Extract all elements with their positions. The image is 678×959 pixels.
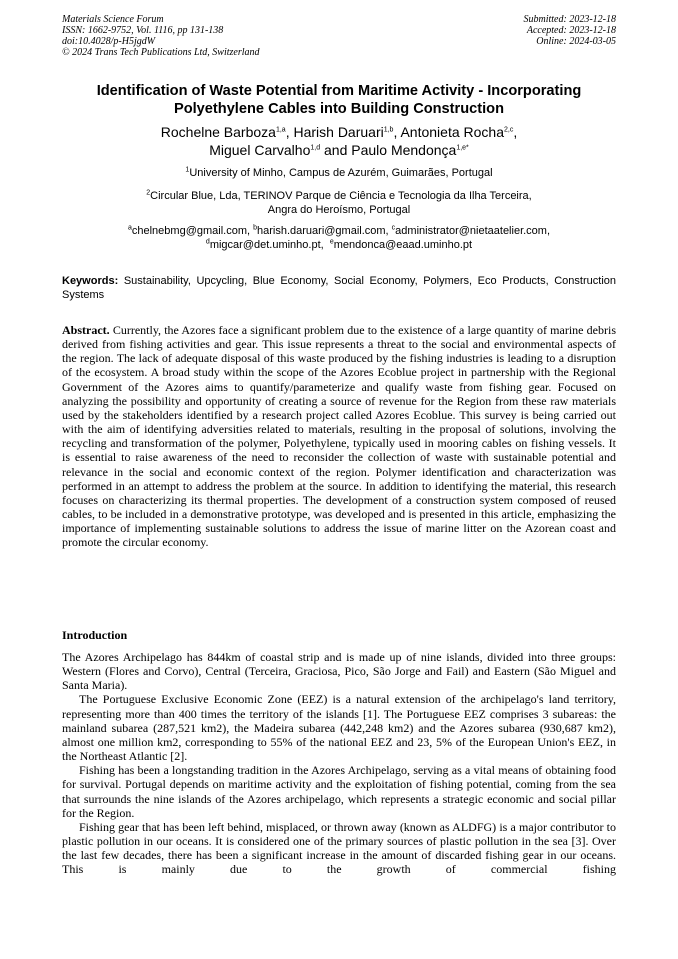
abstract-text: Currently, the Azores face a significant problem due to the existence of a large quantity of marine debris derived from fishing activities and gear. This issue represents a threat to the social and environmental aspects of the region. The lack of adequate disposal of this waste produced by the fishing industries is leading to a disruption of the ecosystem. A broad study within the scope of the Azores Ecoblue project in partnership with the Regional Government of the Azores aims to quantify/parameterize and qualify waste from fishing gear. Focused on analyzing the possibility and opportunity of creating a source of revenue for the Region from these raw materials used by the stakeholders identified by a research project called Azores Ecoblue. This survey is being carried out with the aim of identifying adversities related to materials, resulting in the proposal of solutions, involving the recycling and transformation of the polymer, Polyethylene, typically used in mooring cables on fishing vessels. It is essential to raise awareness of the need to reconsider the collection of waste with sustainable potential and relevance in the social and economic context of the region. Polymer identification and characterization was performed in an attempt to address the problem at the source. In addition to identifying the material, this research focuses on characterizing its thermal properties. The development of a construction system composed of reused cables, to be included in a demonstrative prototype, was developed and is presented in this article, emphasizing the importance of implementing sustainable solutions to address the issue of marine litter on the Azorean coast and promote the circular economy. [62,323,616,550]
copyright: © 2024 Trans Tech Publications Ltd, Switzerland [62,47,260,58]
author-line-1 [62,123,616,141]
affiliation-text: University of Minho, Campus de Azurém, Guimarães, Portugal [189,167,493,179]
author-sup: 1,a [275,126,286,134]
affiliation-sup: 2 [146,189,151,197]
email-link[interactable]: administrator@nietaatelier.com, [395,225,551,237]
abstract-section [62,323,616,550]
paragraph: Fishing has been a longstanding tradition in the Azores Archipelago, serving as a vital means of obtaining food for survival. Portugal depends on maritime activity and the exploitation of fishing potential, coming from the sea that surrounds the nine islands of the Azores archipelago, which represents a strategic economic and social pillar for the Region. [62,763,616,820]
title-line-1: Identification of Waste Potential from Maritime Activity - Incorporating [96,83,582,99]
author-sup: 1,b [383,126,394,134]
author: Harish Daruari [293,124,384,140]
doi: doi:10.4028/p-H5jgdW [62,36,156,47]
submitted-date: Submitted: 2023-12-18 [523,14,616,25]
author-list [62,123,616,159]
author: Paulo Mendonça [351,142,457,158]
affiliation-2 [62,190,616,217]
keywords-section [62,275,616,302]
affiliation-text-line-2: Angra do Heroísmo, Portugal [267,203,411,216]
affiliation-text: Circular Blue, Lda, TERINOV Parque de Ciência e Tecnologia da Ilha Terceira, [150,190,532,202]
journal-issn: ISSN: 1662-9752, Vol. 1116, pp 131-138 [62,25,224,36]
author-separator: , [393,124,401,140]
author-separator: and [320,142,352,158]
author: Rochelne Barboza [160,124,276,140]
author-sup: 2,c [504,126,514,134]
author-sup: 1,e* [456,144,469,152]
email-link[interactable]: chelnebmg@gmail.com, [131,225,254,237]
email-link[interactable]: mendonca@eaad.uminho.pt [333,238,473,251]
affiliation-sup: 1 [185,166,190,174]
online-date: Online: 2024-03-05 [536,36,616,47]
email-sup: b [253,224,257,232]
keywords-text: Sustainability, Upcycling, Blue Economy, Social Economy, Polymers, Eco Products, Construction Systems [62,275,616,301]
introduction-heading: Introduction [62,628,128,642]
journal-name: Materials Science Forum [62,14,164,25]
affiliation-1 [62,167,616,181]
paragraph: Fishing gear that has been left behind, misplaced, or thrown away (known as ALDFG) is a major contributor to plastic pollution in our oceans. It is considered one of the primary sources of plastic pollution in the sea [3]. Over the last few decades, there has been a significant increase in the amount of discarded fishing gear in our oceans. This is mainly due to the growth of commercial fishing [62,819,616,877]
paper-title [62,82,616,118]
dates-header [524,14,617,47]
email-link[interactable]: migcar@det.uminho.pt, [209,238,330,251]
author: Antonieta Rocha [400,124,504,140]
email-sup: c [391,224,396,232]
paragraph: The Azores Archipelago has 844km of coastal strip and is made up of nine islands, divided into three groups: Western (Flores and Corvo), Central (Terceira, Graciosa, Pico, São Jorge and Fail) and Eastern (São Miguel and Santa Maria). [62,650,616,693]
abstract-label: Abstract. [62,323,110,337]
author-separator: , [285,124,294,140]
accepted-date: Accepted: 2023-12-18 [526,25,616,36]
author-separator: , [513,124,518,140]
keywords-label: Keywords: [62,275,119,287]
title-line-2: Polyethylene Cables into Building Construction [173,101,504,117]
author: Miguel Carvalho [209,142,311,158]
author-line-2 [62,141,616,159]
paragraph: The Portuguese Exclusive Economic Zone (EEZ) is a natural extension of the archipelago's land territory, representing more than 400 times the territory of the islands [1]. The Portuguese EEZ comprises 3 subareas: the mainland subarea (287,521 km2), the Madeira subarea (442,248 km2) and the Azores subarea (930,687 km2), almost one million km2, corresponding to 55% of the national EEZ and 23, 5% of the European Union's EEZ, in the Northeast Atlantic [2]. [62,692,616,764]
email-sup: e [329,237,334,245]
email-sup: d [205,237,210,245]
email-sup: a [127,224,132,232]
email-link[interactable]: harish.daruari@gmail.com, [257,225,392,237]
author-sup: 1,d [310,144,321,152]
introduction-body [62,650,616,877]
journal-header [62,14,260,58]
email-list [62,225,616,252]
